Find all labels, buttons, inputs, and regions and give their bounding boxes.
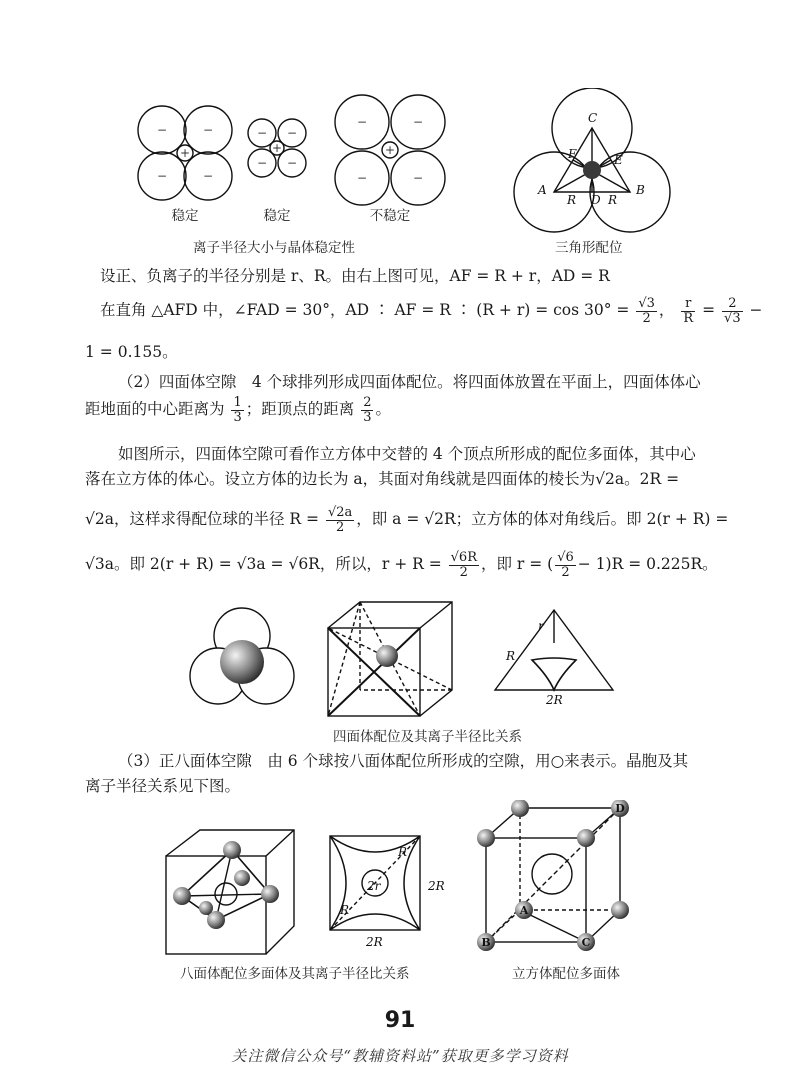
- paragraph-octahedral-heading: （3）正八面体空隙 由 6 个球按八面体配位所形成的空隙，用○来表示。晶胞及其: [118, 752, 689, 770]
- minus-sign: −: [202, 169, 214, 183]
- minus-sign: −: [356, 115, 368, 129]
- center-ion: [583, 161, 601, 179]
- corner-A: A: [519, 904, 529, 917]
- central-ball: [220, 640, 264, 684]
- label-R-top: R: [398, 845, 408, 859]
- label-2r: 2r: [367, 879, 381, 893]
- label-r: r: [538, 619, 544, 633]
- cube-center-ball: [376, 645, 398, 667]
- label-stable-2: 稳定: [263, 208, 291, 224]
- label-2R-side: 2R: [428, 879, 445, 893]
- ion-stability-figure: [130, 92, 450, 227]
- label-2R: 2R: [546, 693, 563, 707]
- paragraph-radius-derivation: √2a，这样求得配位球的半径 R = $\frac{√2a}{2}$ ，即 a = √2R；立方体的体对角线后。即 2(r + R) =: [85, 505, 729, 535]
- paragraph-result: 1 = 0.155。: [85, 343, 178, 361]
- minus-sign: −: [256, 156, 268, 170]
- minus-sign: −: [156, 169, 168, 183]
- minus-sign: −: [356, 171, 368, 185]
- figure3-caption: 四面体配位及其离子半径比关系: [333, 729, 522, 745]
- plus-sign: +: [384, 143, 396, 157]
- footer-notice: 关注微信公众号“教辅资料站”获取更多学习资料: [231, 1047, 569, 1065]
- label-unstable: 不稳定: [369, 208, 411, 224]
- paragraph-tetrahedral-result: √3a。即 2(r + R) = √3a = √6R，所以，r + R = $\frac{√6R}{2}$ ，即 r = ( $\frac{√6}{2}$ − 1)R = 0.225R。: [85, 550, 718, 580]
- plus-sign: +: [179, 146, 191, 160]
- paragraph-octahedral-note: 离子半径关系见下图。: [85, 777, 241, 795]
- paragraph-tetrahedral-description: 如图所示，四面体空隙可看作立方体中交替的 4 个顶点所形成的配位多面体，其中心: [118, 445, 696, 463]
- minus-sign: −: [286, 156, 298, 170]
- cubic-coordination-figure: [470, 800, 640, 958]
- paragraph-center-distance: 距地面的中心距离为 $\frac{1}{3}$ ；距顶点的距离 $\frac{2}{3}$ 。: [85, 395, 391, 425]
- label-R-left: R: [567, 193, 577, 207]
- figure4-caption: 八面体配位多面体及其离子半径比关系: [180, 966, 410, 982]
- figure2-caption: 三角形配位: [555, 240, 623, 256]
- point-D: D: [591, 193, 601, 207]
- tetrahedral-coordination-figure: [180, 598, 640, 718]
- point-E: E: [614, 153, 623, 167]
- corner-D: D: [615, 802, 625, 815]
- page-number: 91: [384, 1008, 416, 1033]
- figure5-caption: 立方体配位多面体: [512, 966, 620, 982]
- triangular-coordination-figure: [508, 88, 676, 234]
- minus-sign: −: [202, 123, 214, 137]
- corner-B: B: [481, 936, 491, 949]
- point-F: F: [568, 147, 577, 161]
- corner-C: C: [581, 936, 591, 949]
- minus-sign: −: [256, 126, 268, 140]
- paragraph-cube-edge: 落在立方体的体心。设立方体的边长为 a，其面对角线就是四面体的棱长为√2a。2R =: [85, 470, 680, 488]
- minus-sign: −: [412, 115, 424, 129]
- label-R: R: [506, 649, 516, 663]
- label-R-right: R: [608, 193, 618, 207]
- paragraph-right-triangle: 在直角 △AFD 中，∠FAD = 30°，AD ∶ AF = R ∶ (R + r) = cos 30° = $\frac{√3}{2}$ ， $\frac{r}{R}$ = $\frac{2}{√3}$ −: [100, 296, 763, 326]
- figure1-caption: 离子半径大小与晶体稳定性: [193, 240, 355, 256]
- point-B: B: [636, 183, 645, 197]
- paragraph-radius-definition: 设正、负离子的半径分别是 r、R。由右上图可见，AF = R + r，AD = R: [100, 267, 610, 285]
- paragraph-tetrahedral-heading: （2）四面体空隙 4 个球排列形成四面体配位。将四面体放置在平面上，四面体体心: [118, 373, 701, 391]
- label-2R-base: 2R: [366, 935, 383, 949]
- octahedral-coordination-figure: [160, 828, 460, 958]
- minus-sign: −: [412, 171, 424, 185]
- point-C: C: [588, 111, 598, 125]
- plus-sign: +: [271, 141, 283, 155]
- label-R-bottom: R: [340, 903, 350, 917]
- minus-sign: −: [286, 126, 298, 140]
- label-stable-1: 稳定: [171, 208, 199, 224]
- minus-sign: −: [156, 123, 168, 137]
- point-A: A: [538, 183, 547, 197]
